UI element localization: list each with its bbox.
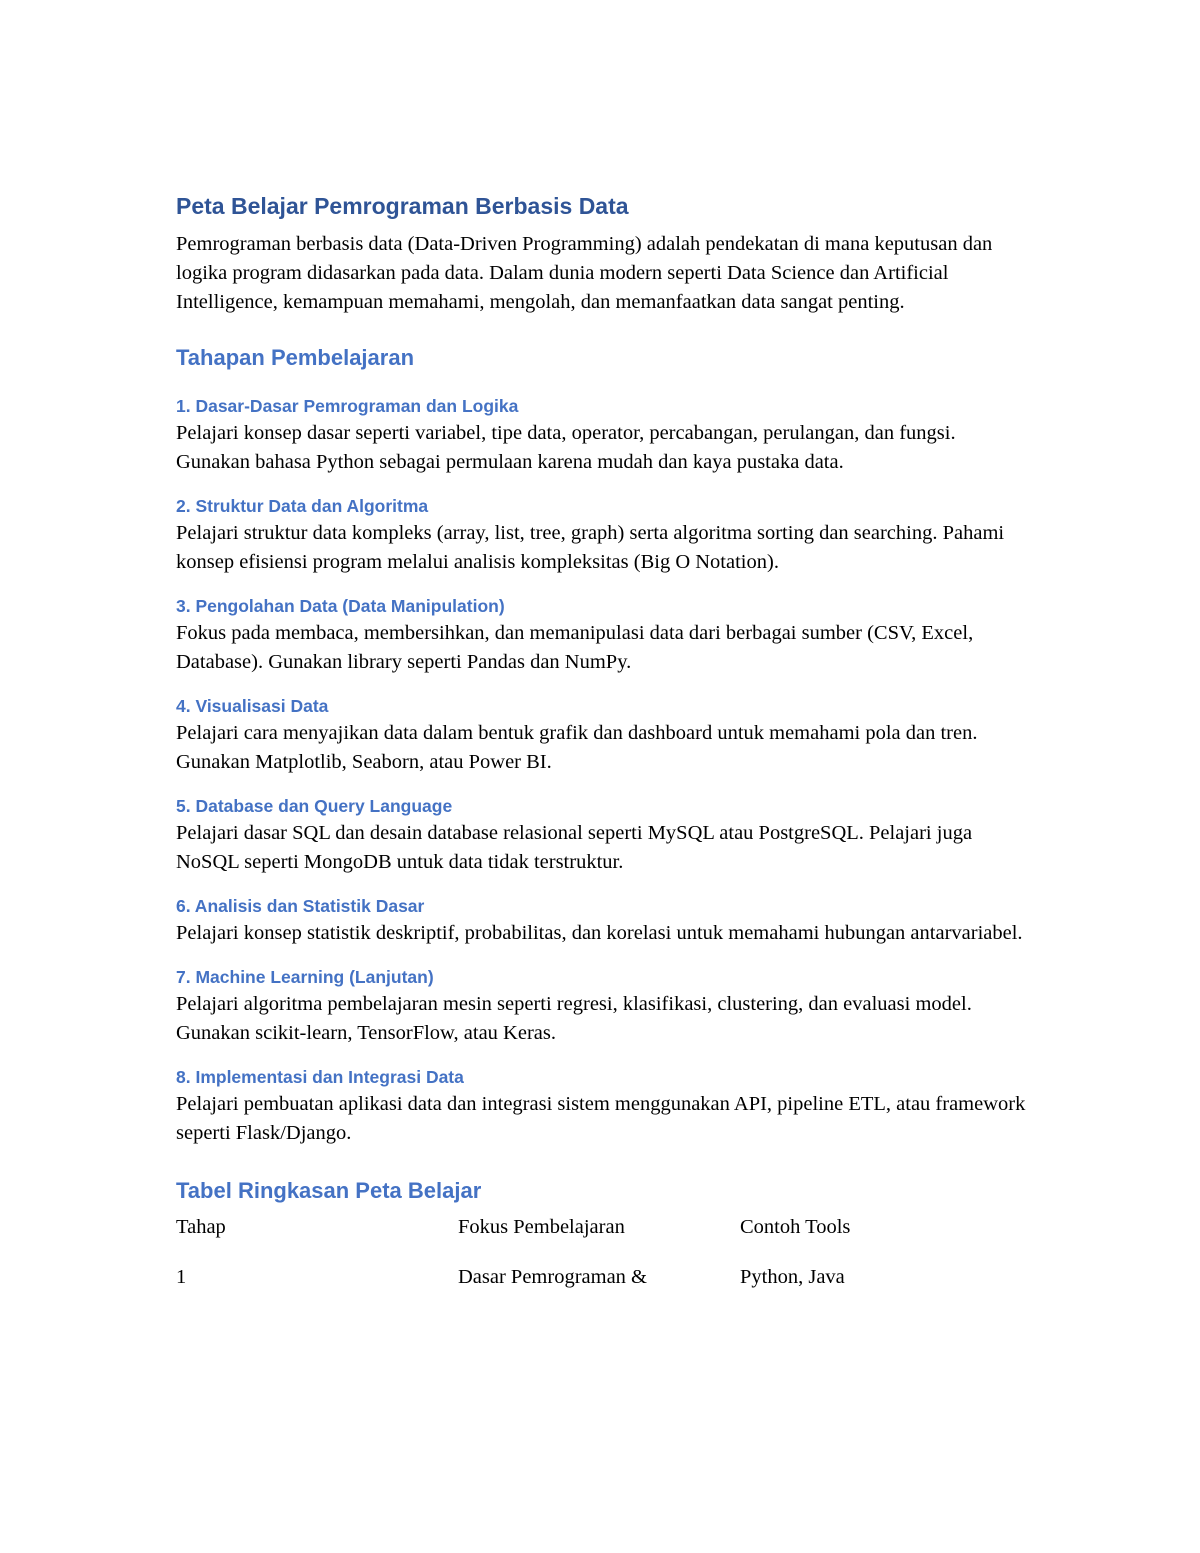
step-heading: 5. Database dan Query Language [176, 796, 453, 816]
table-cell: Python, Java [740, 1266, 845, 1288]
table-row [176, 1266, 1026, 1316]
table-header-cell: Contoh Tools [740, 1216, 851, 1238]
step-7 [176, 964, 1026, 1048]
document-page [176, 190, 1026, 1316]
table-cell: 1 [176, 1266, 187, 1288]
step-heading: 7. Machine Learning (Lanjutan) [176, 967, 434, 987]
table-cell: Dasar Pemrograman & [458, 1266, 647, 1288]
step-text: Pelajari cara menyajikan data dalam bentuk grafik dan dashboard untuk memahami pola dan tren. Gunakan Matplotlib, Seaborn, atau Power BI. [176, 722, 978, 773]
step-text: Fokus pada membaca, membersihkan, dan memanipulasi data dari berbagai sumber (CSV, Excel, Database). Gunakan library seperti Pandas dan NumPy. [176, 622, 974, 673]
table-header-row [176, 1216, 1026, 1266]
step-5 [176, 793, 1026, 877]
intro-paragraph: Pemrograman berbasis data (Data-Driven Programming) adalah pendekatan di mana keputusan dan logika program didasarkan pada data. Dalam dunia modern seperti Data Science dan Artificial Intelligence, kemampuan memahami, mengolah, dan memanfaatkan data sangat penting. [176, 233, 993, 313]
step-1 [176, 393, 1026, 477]
table-header-cell: Tahap [176, 1216, 226, 1238]
step-8 [176, 1064, 1026, 1148]
step-heading: 8. Implementasi dan Integrasi Data [176, 1067, 464, 1087]
step-heading: 1. Dasar-Dasar Pemrograman dan Logika [176, 396, 519, 416]
step-heading: 3. Pengolahan Data (Data Manipulation) [176, 596, 505, 616]
step-text: Pelajari konsep dasar seperti variabel, tipe data, operator, percabangan, perulangan, dan fungsi. Gunakan bahasa Python sebagai permulaan karena mudah dan kaya pustaka data. [176, 422, 956, 473]
step-text: Pelajari struktur data kompleks (array, list, tree, graph) serta algoritma sorting dan searching. Pahami konsep efisiensi program melalui analisis kompleksitas (Big O Notation). [176, 522, 1005, 573]
table-header-cell: Fokus Pembelajaran [458, 1216, 625, 1238]
step-4 [176, 693, 1026, 777]
step-6 [176, 893, 1026, 948]
step-heading: 6. Analisis dan Statistik Dasar [176, 896, 425, 916]
step-text: Pelajari algoritma pembelajaran mesin seperti regresi, klasifikasi, clustering, dan evaluasi model. Gunakan scikit-learn, TensorFlow, atau Keras. [176, 993, 972, 1044]
summary-heading: Tabel Ringkasan Peta Belajar [176, 1178, 482, 1203]
step-text: Pelajari konsep statistik deskriptif, probabilitas, dan korelasi untuk memahami hubungan antarvariabel. [176, 922, 1023, 944]
step-text: Pelajari dasar SQL dan desain database relasional seperti MySQL atau PostgreSQL. Pelajari juga NoSQL seperti MongoDB untuk data tidak terstruktur. [176, 822, 973, 873]
step-2 [176, 493, 1026, 577]
step-heading: 2. Struktur Data dan Algoritma [176, 496, 429, 516]
step-text: Pelajari pembuatan aplikasi data dan integrasi sistem menggunakan API, pipeline ETL, atau framework seperti Flask/Django. [176, 1093, 1026, 1144]
stages-heading: Tahapan Pembelajaran [176, 345, 415, 370]
document-title: Peta Belajar Pemrograman Berbasis Data [176, 193, 629, 219]
summary-table [176, 1216, 1026, 1316]
step-heading: 4. Visualisasi Data [176, 696, 329, 716]
steps-list [176, 393, 1026, 1148]
step-3 [176, 593, 1026, 677]
